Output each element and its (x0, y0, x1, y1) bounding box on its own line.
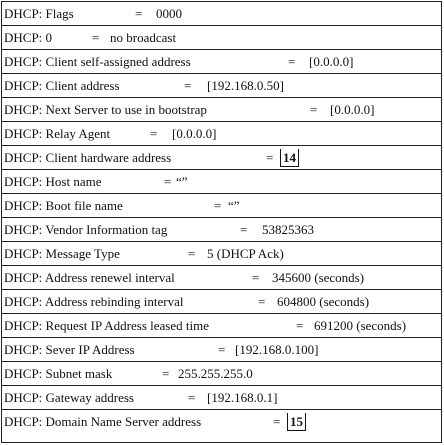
equals-sign: = (296, 318, 304, 333)
equals-sign: = (188, 246, 196, 261)
equals-sign: = (258, 294, 266, 309)
field-label: DHCP: Request IP Address leased time (4, 318, 209, 333)
field-label: DHCP: Address renewel interval (4, 270, 175, 285)
table-row (2, 2, 441, 26)
field-value: 5 (DHCP Ack) (207, 246, 284, 261)
field-label: DHCP: Message Type (4, 246, 120, 261)
table-row (2, 386, 441, 410)
field-value: 53825363 (262, 222, 314, 237)
field-value: 345600 (seconds) (272, 270, 365, 285)
equals-sign: = (164, 174, 172, 189)
equals-sign: = (92, 30, 100, 45)
table-row (2, 146, 441, 170)
equals-sign: = (162, 366, 170, 381)
table-row (2, 266, 441, 290)
table-row (2, 290, 441, 314)
field-value: 604800 (seconds) (277, 294, 370, 309)
table-row (2, 170, 441, 194)
field-value: [0.0.0.0] (172, 126, 217, 141)
field-label: DHCP: Address rebinding interval (4, 294, 184, 309)
field-value: no broadcast (110, 30, 177, 45)
field-value: [192.168.0.100] (235, 342, 319, 357)
field-label: DHCP: Client hardware address (4, 150, 172, 165)
table-row (2, 338, 441, 362)
table-row (2, 218, 441, 242)
equals-sign: = (214, 198, 222, 213)
table-row (2, 242, 441, 266)
equals-sign: = (288, 54, 296, 69)
field-label: DHCP: Vendor Information tag (4, 222, 168, 237)
equals-sign: = (252, 270, 260, 285)
field-value: [192.168.0.1] (207, 390, 278, 405)
field-value: [0.0.0.0] (330, 102, 375, 117)
field-value: “” (176, 174, 188, 189)
table-row (2, 194, 441, 218)
field-label: DHCP: Host name (4, 174, 102, 189)
equals-sign: = (240, 222, 248, 237)
field-value: “” (228, 198, 240, 213)
field-label: DHCP: Relay Agent (4, 126, 111, 141)
field-label: DHCP: Boot file name (4, 198, 123, 213)
equals-sign: = (150, 126, 158, 141)
field-label: DHCP: Client address (4, 78, 120, 93)
equals-sign: = (184, 78, 192, 93)
equals-sign: = (188, 390, 196, 405)
field-label: DHCP: Next Server to use in bootstrap (4, 102, 207, 117)
table-row (2, 98, 441, 122)
equals-sign: = (218, 342, 226, 357)
field-value: 255.255.255.0 (178, 366, 253, 381)
field-label: DHCP: Domain Name Server address (4, 414, 202, 429)
table-row (2, 314, 441, 338)
equals-sign: = (273, 414, 281, 429)
answer-blank: 15 (287, 413, 306, 431)
field-value: [0.0.0.0] (309, 54, 354, 69)
field-label: DHCP: Subnet mask (4, 366, 113, 381)
table-row (2, 362, 441, 386)
field-label: DHCP: Gateway address (4, 390, 134, 405)
equals-sign: = (266, 150, 274, 165)
field-value: [192.168.0.50] (207, 78, 284, 93)
table-row (2, 50, 441, 74)
field-label: DHCP: Sever IP Address (4, 342, 135, 357)
field-label: DHCP: Client self-assigned address (4, 54, 191, 69)
field-value: 0000 (156, 6, 182, 21)
table-row (2, 410, 441, 434)
field-label: DHCP: Flags (4, 6, 74, 21)
equals-sign: = (135, 6, 143, 21)
equals-sign: = (310, 102, 318, 117)
dhcp-packet-table (1, 1, 442, 443)
table-row (2, 26, 441, 50)
table-row (2, 74, 441, 98)
answer-blank: 14 (280, 149, 299, 167)
table-row (2, 122, 441, 146)
field-label: DHCP: 0 (4, 30, 53, 45)
field-value: 691200 (seconds) (314, 318, 407, 333)
